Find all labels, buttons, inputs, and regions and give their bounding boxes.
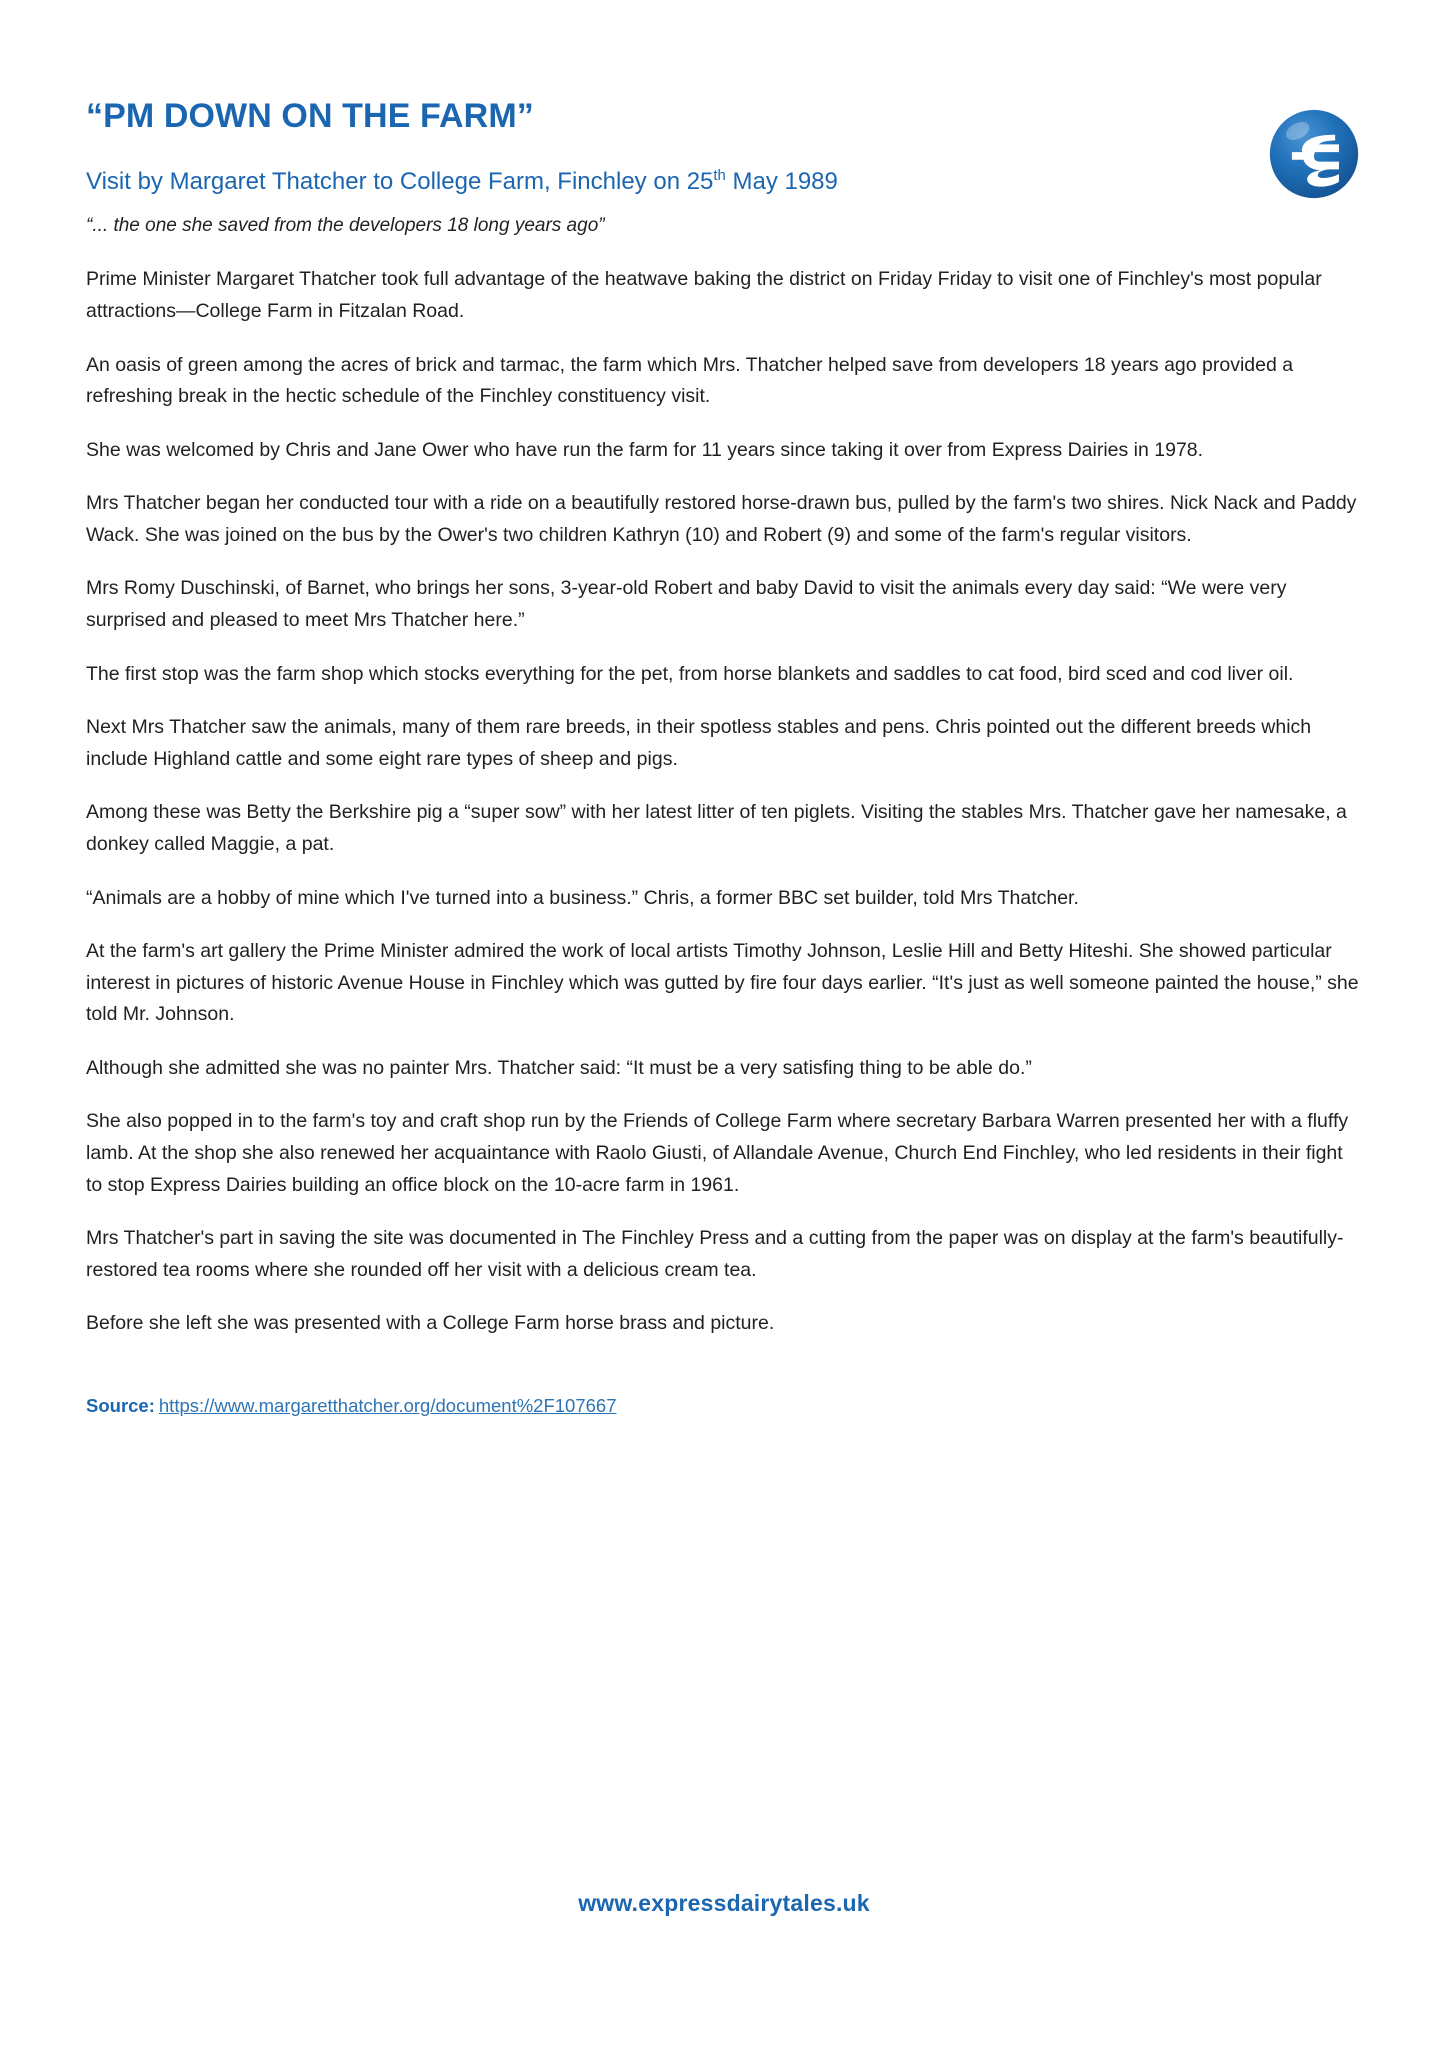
article-paragraph: Next Mrs Thatcher saw the animals, many of them rare breeds, in their spotless stables and pens. Chris pointed out the different breeds which include Highland cattle and some eight rare types of sheep and pigs.: [86, 716, 1312, 770]
express-dairies-e-logo: [1266, 106, 1362, 202]
article-paragraph: Before she left she was presented with a College Farm horse brass and picture.: [86, 1312, 775, 1335]
article-paragraph: She also popped in to the farm's toy and craft shop run by the Friends of College Farm where secretary Barbara Warren presented her with a fluffy lamb. At the shop she also renewed her acquaintance with Raolo Giusti, of Allandale Avenue, Church End Finchley, who led residents in their fight to stop Express Dairies building an office block on the 10-acre farm in 1961.: [86, 1110, 1349, 1196]
subtitle-text-after: May 1989: [725, 167, 838, 195]
express-dairies-logo: [1266, 106, 1362, 202]
article-paragraph: Among these was Betty the Berkshire pig a “super sow” with her latest litter of ten piglets. Visiting the stables Mrs. Thatcher gave her namesake, a donkey called Maggie, a pat.: [86, 801, 1347, 855]
article-paragraph: Mrs Romy Duschinski, of Barnet, who brings her sons, 3-year-old Robert and baby David to visit the animals every day said: “We were very surprised and pleased to meet Mrs Thatcher here.”: [86, 577, 1287, 632]
source-label: Source:: [86, 1394, 155, 1416]
article-paragraph: Mrs Thatcher began her conducted tour with a ride on a beautifully restored horse-drawn bus, pulled by the farm's two shires. Nick Nack and Paddy Wack. She was joined on the bus by the Ower's two children Kathryn (10) and Robert (9) and some of the farm's regular visitors.: [86, 492, 1357, 546]
article-body: [86, 264, 1362, 1339]
article-paragraph: The first stop was the farm shop which stocks everything for the pet, from horse blankets and saddles to cat food, bird sced and cod liver oil.: [86, 662, 1294, 685]
article-paragraph: She was welcomed by Chris and Jane Ower who have run the farm for 11 years since taking it over from Express Dairies in 1978.: [86, 438, 1204, 461]
page-footer: [0, 1890, 1448, 1917]
article-paragraph: “Animals are a hobby of mine which I've turned into a business.” Chris, a former BBC set builder, told Mrs Thatcher.: [86, 886, 1079, 909]
article-paragraph: At the farm's art gallery the Prime Minister admired the work of local artists Timothy Johnson, Leslie Hill and Betty Hiteshi. She showed particular interest in pictures of historic Avenue House in Finchley which was gutted by fire four days earlier. “It's just as well someone painted the house,” she told Mr. Johnson.: [86, 940, 1359, 1026]
subtitle-ordinal-suffix: th: [713, 167, 726, 184]
article-paragraph: Mrs Thatcher's part in saving the site was documented in The Finchley Press and a cutting from the paper was on display at the farm's beautifully-restored tea rooms where she rounded off her visit with a delicious cream tea.: [86, 1227, 1344, 1281]
page-title: “PM DOWN ON THE FARM”: [86, 97, 534, 135]
source-line: [86, 1392, 1362, 1420]
article-paragraph: Prime Minister Margaret Thatcher took full advantage of the heatwave baking the district on Friday Friday to visit one of Finchley's most popular attractions—College Farm in Fitzalan Road.: [86, 268, 1322, 323]
footer-site-url: www.expressdairytales.uk: [578, 1890, 870, 1916]
standfirst-quote: “... the one she saved from the developers 18 long years ago”: [86, 214, 605, 236]
document-content: [86, 96, 1362, 1420]
article-paragraph: Although she admitted she was no painter Mrs. Thatcher said: “It must be a very satisfing thing to be able do.”: [86, 1056, 1032, 1079]
page-subtitle: [86, 167, 1186, 197]
subtitle-text-before: Visit by Margaret Thatcher to College Farm, Finchley on 25: [86, 167, 714, 195]
source-link[interactable]: https://www.margaretthatcher.org/document%2F107667: [158, 1394, 617, 1416]
article-paragraph: An oasis of green among the acres of brick and tarmac, the farm which Mrs. Thatcher helped save from developers 18 years ago provided a refreshing break in the hectic schedule of the Finchley constituency visit.: [86, 353, 1294, 408]
